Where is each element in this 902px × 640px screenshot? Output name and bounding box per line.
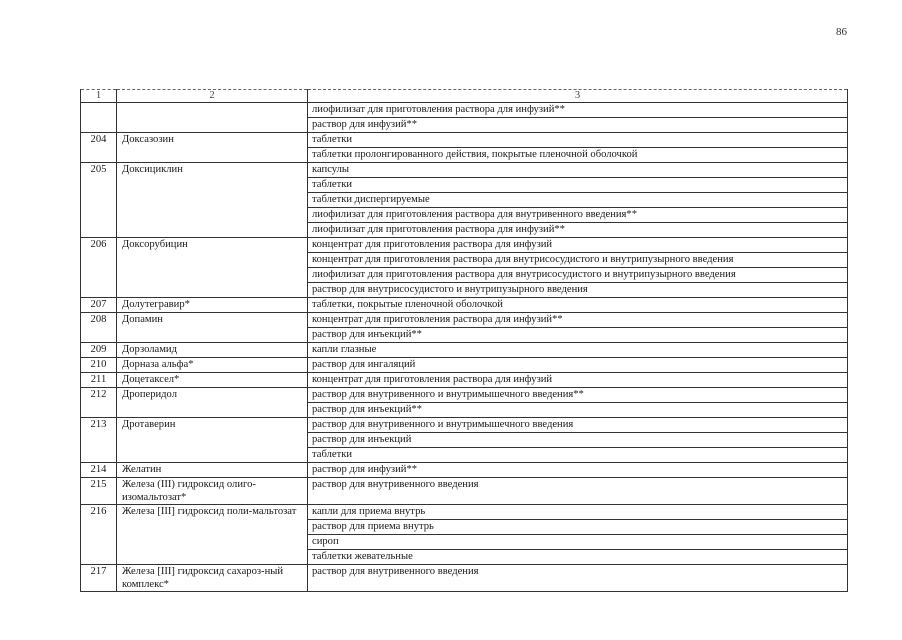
table-row [81, 358, 848, 373]
dosage-form: раствор для приема внутрь [308, 520, 848, 535]
drug-name: Желатин [117, 463, 308, 478]
entry-number: 213 [81, 418, 117, 463]
entry-number: 206 [81, 238, 117, 298]
dosage-form: капли глазные [308, 343, 848, 358]
dosage-form: лиофилизат для приготовления раствора для инфузий** [308, 223, 848, 238]
drug-name: Долутегравир* [117, 298, 308, 313]
dosage-form: концентрат для приготовления раствора для инфузий [308, 373, 848, 388]
entry-number: 208 [81, 313, 117, 343]
table-row [81, 565, 848, 592]
table-row [81, 505, 848, 520]
drug-name: Дорзоламид [117, 343, 308, 358]
dosage-form: сироп [308, 535, 848, 550]
dosage-form: таблетки [308, 133, 848, 148]
dosage-form: раствор для внутрисосудистого и внутрипузырного введения [308, 283, 848, 298]
dosage-form: таблетки жевательные [308, 550, 848, 565]
page-number: 86 [836, 26, 847, 38]
entry-number: 217 [81, 565, 117, 592]
table-body [81, 90, 848, 592]
entry-number: 210 [81, 358, 117, 373]
dosage-form: капли для приема внутрь [308, 505, 848, 520]
drug-name: Доцетаксел* [117, 373, 308, 388]
entry-number: 205 [81, 163, 117, 238]
drug-name: Железа [III] гидроксид поли-мальтозат [117, 505, 308, 565]
drug-name: Доксорубицин [117, 238, 308, 298]
table-row [81, 343, 848, 358]
dosage-form: раствор для инфузий** [308, 118, 848, 133]
dosage-form: раствор для внутривенного введения [308, 478, 848, 505]
dosage-form: таблетки диспергируемые [308, 193, 848, 208]
dosage-form: раствор для внутривенного и внутримышечного введения** [308, 388, 848, 403]
dosage-form: лиофилизат для приготовления раствора для внутривенного введения** [308, 208, 848, 223]
dosage-form: концентрат для приготовления раствора для внутрисосудистого и внутрипузырного введения [308, 253, 848, 268]
drug-name: Допамин [117, 313, 308, 343]
column-number-row [81, 90, 848, 103]
entry-number: 215 [81, 478, 117, 505]
dosage-form: капсулы [308, 163, 848, 178]
entry-number: 204 [81, 133, 117, 163]
medication-table [80, 89, 848, 592]
dosage-form: раствор для ингаляций [308, 358, 848, 373]
table-row [81, 298, 848, 313]
table-row [81, 418, 848, 433]
entry-number: 211 [81, 373, 117, 388]
table-row [81, 388, 848, 403]
table-row [81, 133, 848, 148]
entry-number: 209 [81, 343, 117, 358]
drug-name [117, 103, 308, 133]
dosage-form: таблетки пролонгированного действия, покрытые пленочной оболочкой [308, 148, 848, 163]
dosage-form: концентрат для приготовления раствора для инфузий [308, 238, 848, 253]
table-row [81, 478, 848, 505]
table-row [81, 103, 848, 118]
dosage-form: раствор для инъекций** [308, 403, 848, 418]
drug-name: Доксициклин [117, 163, 308, 238]
table-row [81, 313, 848, 328]
dosage-form: таблетки [308, 448, 848, 463]
table-row [81, 163, 848, 178]
drug-name: Дроперидол [117, 388, 308, 418]
drug-name: Железа [III] гидроксид сахароз-ный комплекс* [117, 565, 308, 592]
dosage-form: лиофилизат для приготовления раствора для внутрисосудистого и внутрипузырного введения [308, 268, 848, 283]
drug-name: Доксазозин [117, 133, 308, 163]
column-number-3: 3 [308, 90, 848, 103]
dosage-form: таблетки, покрытые пленочной оболочкой [308, 298, 848, 313]
dosage-form: лиофилизат для приготовления раствора для инфузий** [308, 103, 848, 118]
dosage-form: раствор для инъекций** [308, 328, 848, 343]
dosage-form: раствор для внутривенного введения [308, 565, 848, 592]
drug-name: Дротаверин [117, 418, 308, 463]
dosage-form: таблетки [308, 178, 848, 193]
drug-name: Дорназа альфа* [117, 358, 308, 373]
entry-number: 212 [81, 388, 117, 418]
table-row [81, 238, 848, 253]
column-number-1: 1 [81, 90, 117, 103]
table-row [81, 463, 848, 478]
dosage-form: раствор для внутривенного и внутримышечного введения [308, 418, 848, 433]
column-number-2: 2 [117, 90, 308, 103]
entry-number: 214 [81, 463, 117, 478]
dosage-form: концентрат для приготовления раствора для инфузий** [308, 313, 848, 328]
entry-number: 207 [81, 298, 117, 313]
entry-number: 216 [81, 505, 117, 565]
drug-name: Железа (III) гидроксид олиго-изомальтозат* [117, 478, 308, 505]
dosage-form: раствор для инъекций [308, 433, 848, 448]
entry-number [81, 103, 117, 133]
table-row [81, 373, 848, 388]
dosage-form: раствор для инфузий** [308, 463, 848, 478]
